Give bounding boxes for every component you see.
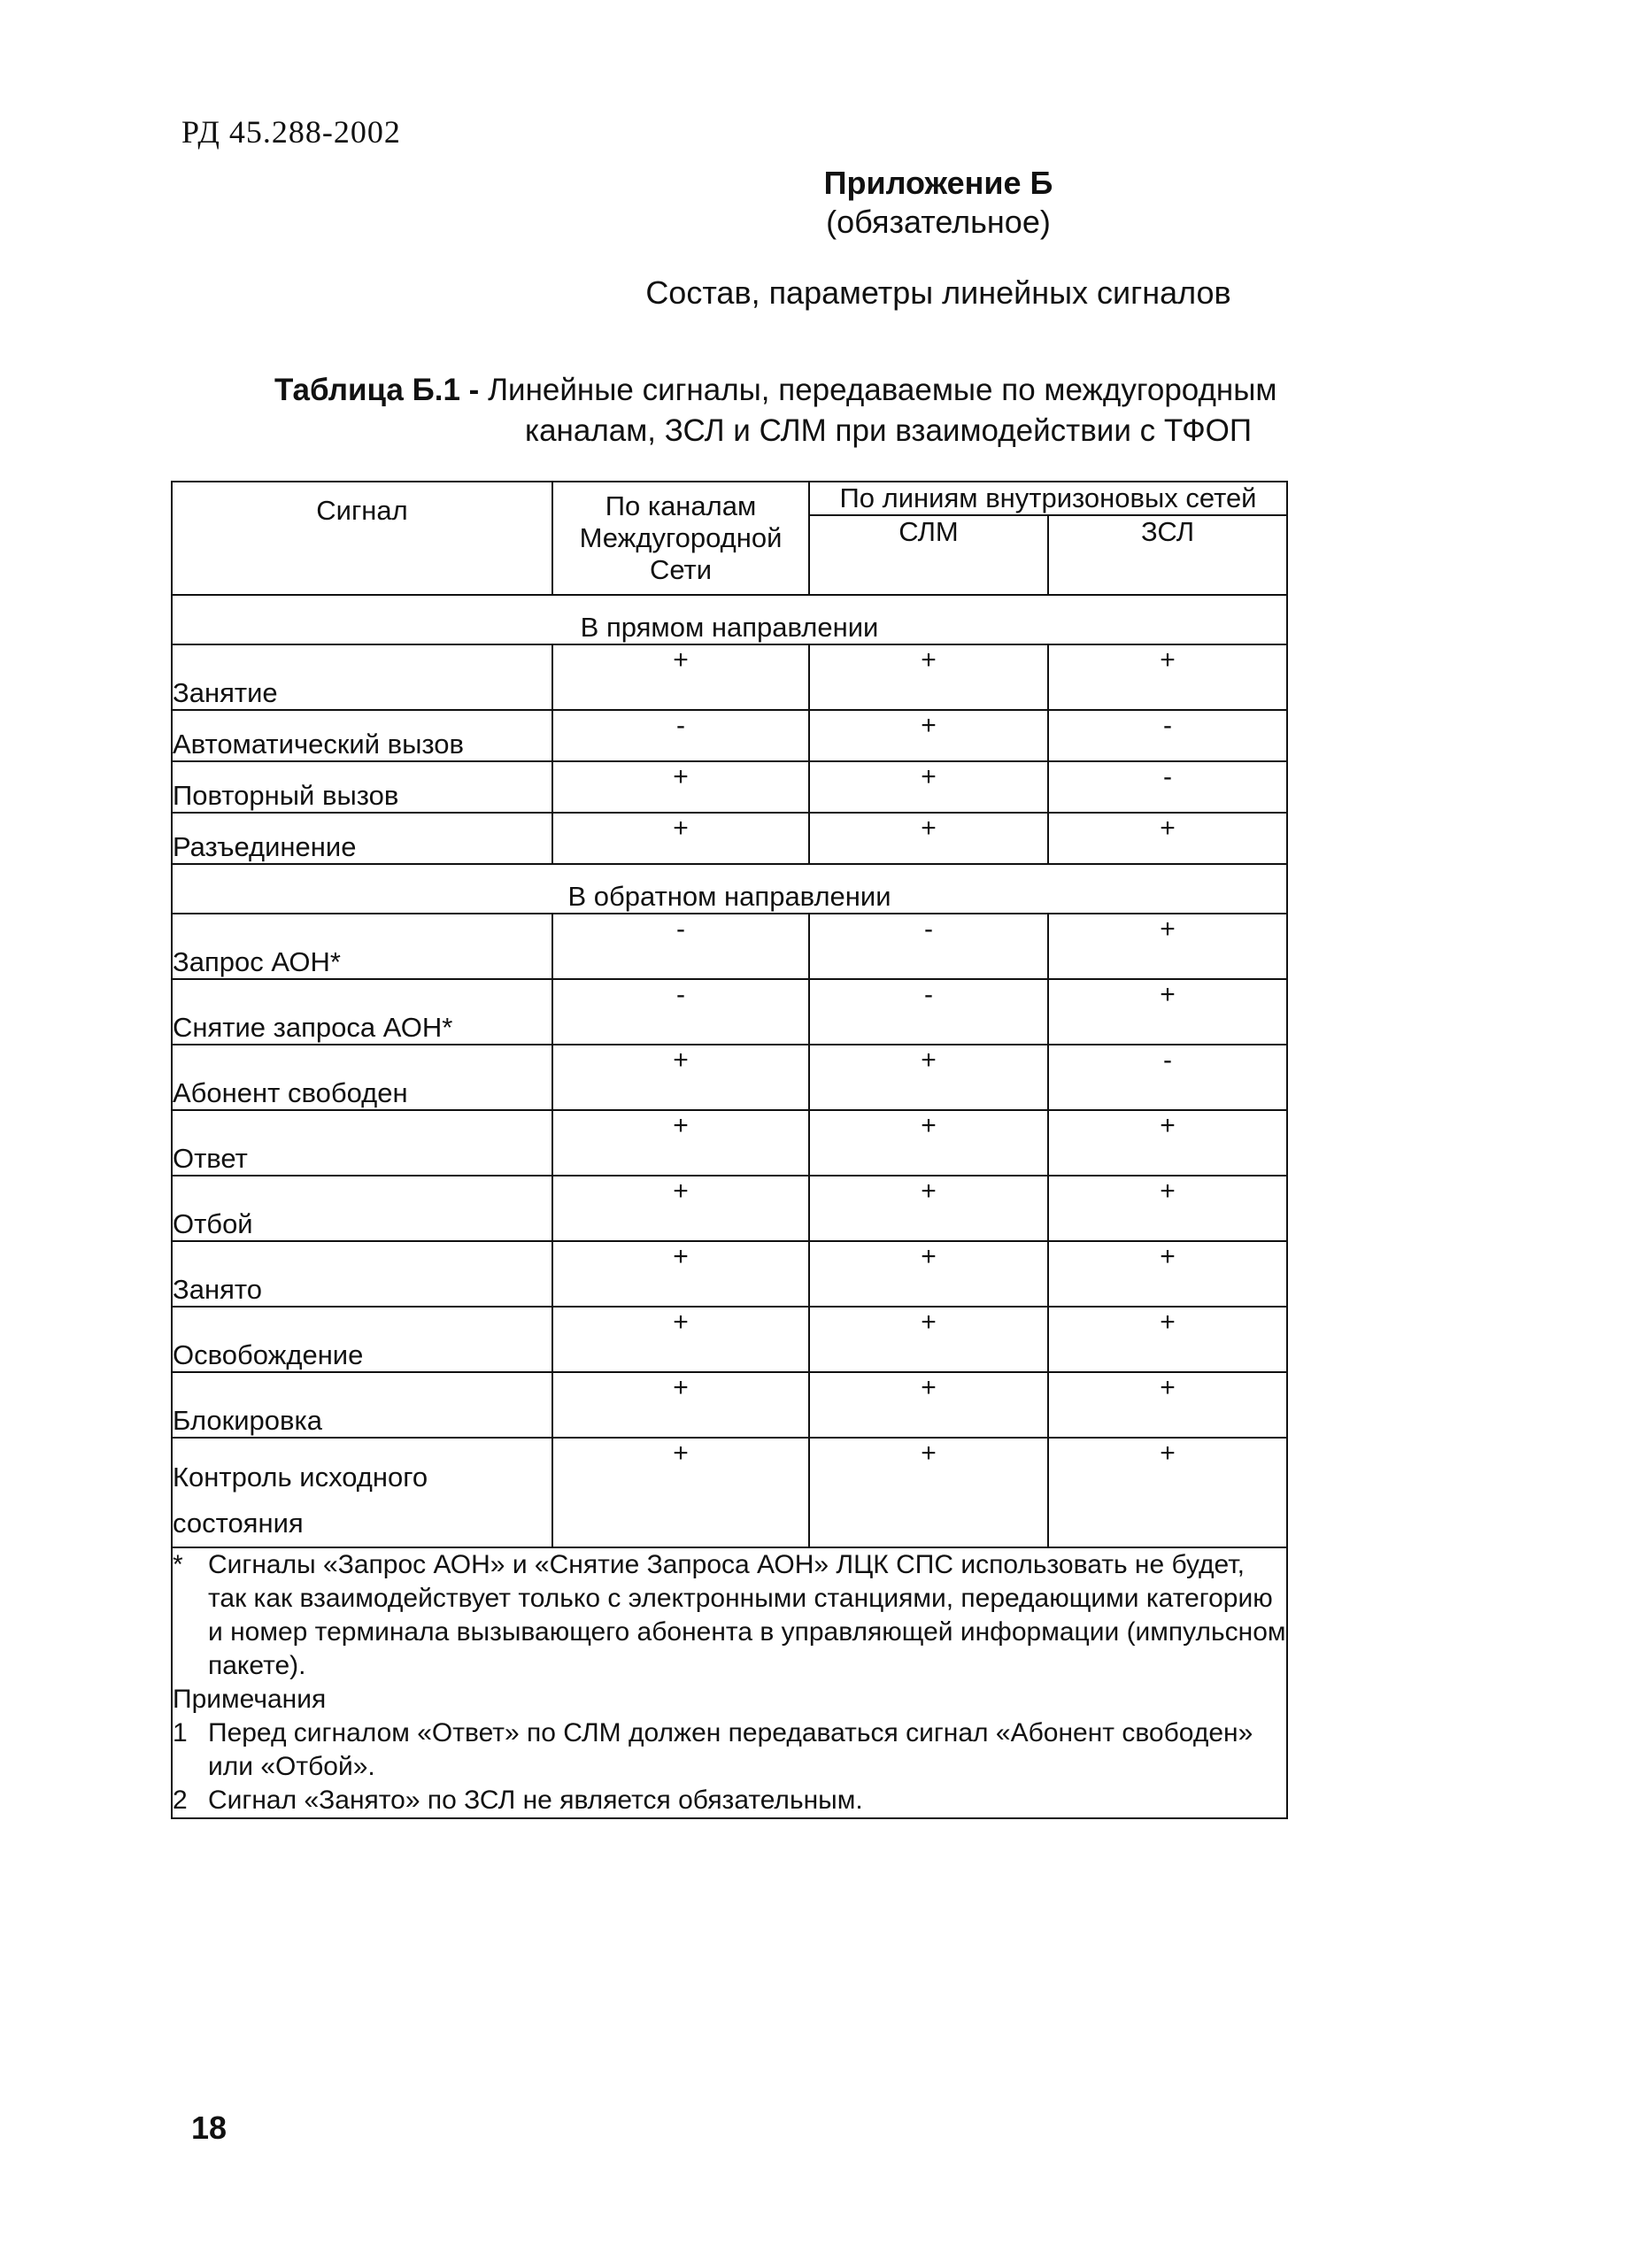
- slm-mark: +: [809, 1110, 1048, 1176]
- header-long-distance: По каналам Междугородной Сети: [552, 482, 809, 595]
- table-row: [172, 1438, 1287, 1547]
- table-row: [172, 710, 1287, 761]
- zsl-mark: +: [1048, 979, 1287, 1045]
- document-code: РД 45.288-2002: [181, 114, 401, 150]
- footnote-text: Сигналы «Запрос АОН» и «Снятие Запроса АОН» ЛЦК СПС использовать не будет, так как взаимодействует только с электронными станциями, передающими категорию и номер терминала вызывающего абонента в управляющей информации (импульсном пакете).: [208, 1550, 1286, 1680]
- signals-table: [171, 481, 1288, 1819]
- zsl-mark: -: [1048, 761, 1287, 813]
- signals-table-body: [172, 482, 1287, 1818]
- long-distance-mark: +: [552, 1110, 809, 1176]
- signal-name: Контроль исходного состояния: [172, 1438, 552, 1547]
- slm-mark: +: [809, 644, 1048, 710]
- long-distance-mark: +: [552, 1241, 809, 1307]
- table-row: [172, 1307, 1287, 1372]
- long-distance-mark: +: [552, 644, 809, 710]
- zsl-mark: +: [1048, 644, 1287, 710]
- slm-mark: +: [809, 1372, 1048, 1438]
- table-row: [172, 813, 1287, 864]
- table-row: [172, 1241, 1287, 1307]
- signal-name: Освобождение: [172, 1307, 552, 1372]
- zsl-mark: +: [1048, 1110, 1287, 1176]
- zsl-mark: +: [1048, 1372, 1287, 1438]
- header-row-1: [172, 482, 1287, 515]
- header-slm: СЛМ: [809, 515, 1048, 595]
- slm-mark: +: [809, 1307, 1048, 1372]
- signal-name: Занято: [172, 1241, 552, 1307]
- table-row: [172, 644, 1287, 710]
- note-number: 1: [173, 1718, 188, 1747]
- slm-mark: +: [809, 1176, 1048, 1241]
- notes-cell: [172, 1547, 1287, 1818]
- table-row: [172, 1045, 1287, 1110]
- zsl-mark: +: [1048, 813, 1287, 864]
- long-distance-mark: +: [552, 761, 809, 813]
- table-row: [172, 1372, 1287, 1438]
- signal-name: Разъединение: [172, 813, 552, 864]
- forward-direction-label: В прямом направлении: [172, 595, 1287, 644]
- slm-mark: +: [809, 1241, 1048, 1307]
- signal-name: Занятие: [172, 644, 552, 710]
- notes-row: [172, 1547, 1287, 1818]
- signal-name: Отбой: [172, 1176, 552, 1241]
- backward-direction-row: [172, 864, 1287, 914]
- slm-mark: +: [809, 1045, 1048, 1110]
- appendix-title: Приложение Б: [823, 165, 1053, 201]
- signal-name: Запрос АОН*: [172, 914, 552, 979]
- page-number: 18: [191, 2110, 228, 2146]
- zsl-mark: +: [1048, 1241, 1287, 1307]
- slm-mark: -: [809, 914, 1048, 979]
- zsl-mark: +: [1048, 1307, 1287, 1372]
- table-caption-line2: каналам, ЗСЛ и СЛМ при взаимодействии с ТФОП: [525, 413, 1253, 448]
- section-title: Состав, параметры линейных сигналов: [645, 274, 1231, 311]
- zsl-mark: +: [1048, 1176, 1287, 1241]
- forward-direction-row: [172, 595, 1287, 644]
- footnote-mark: *: [173, 1550, 183, 1579]
- slm-mark: +: [809, 761, 1048, 813]
- notes-title: Примечания: [173, 1685, 327, 1714]
- table-row: [172, 1110, 1287, 1176]
- table-row: [172, 979, 1287, 1045]
- zsl-mark: -: [1048, 710, 1287, 761]
- note-text: Сигнал «Занято» по ЗСЛ не является обязательным.: [208, 1786, 863, 1815]
- appendix-subtitle: (обязательное): [826, 204, 1051, 240]
- note-number: 2: [173, 1786, 188, 1815]
- long-distance-mark: +: [552, 813, 809, 864]
- slm-mark: +: [809, 710, 1048, 761]
- table-caption-label: Таблица Б.1 -: [274, 373, 480, 407]
- long-distance-mark: -: [552, 979, 809, 1045]
- signal-name: Снятие запроса АОН*: [172, 979, 552, 1045]
- long-distance-mark: +: [552, 1176, 809, 1241]
- signal-name: Автоматический вызов: [172, 710, 552, 761]
- note-item: [173, 1784, 1286, 1817]
- signal-name: Абонент свободен: [172, 1045, 552, 1110]
- header-intrazone: По линиям внутризоновых сетей: [809, 482, 1287, 515]
- signal-name: Ответ: [172, 1110, 552, 1176]
- signal-name: Повторный вызов: [172, 761, 552, 813]
- long-distance-mark: -: [552, 914, 809, 979]
- appendix-heading: [496, 164, 1381, 242]
- slm-mark: +: [809, 1438, 1048, 1547]
- backward-direction-label: В обратном направлении: [172, 864, 1287, 914]
- header-signal: Сигнал: [172, 482, 552, 595]
- zsl-mark: +: [1048, 914, 1287, 979]
- slm-mark: +: [809, 813, 1048, 864]
- table-caption-line1: Линейные сигналы, передаваемые по междугородным: [488, 373, 1277, 407]
- slm-mark: -: [809, 979, 1048, 1045]
- signal-name: Блокировка: [172, 1372, 552, 1438]
- long-distance-mark: +: [552, 1307, 809, 1372]
- long-distance-mark: +: [552, 1372, 809, 1438]
- long-distance-mark: +: [552, 1438, 809, 1547]
- table-row: [172, 914, 1287, 979]
- long-distance-mark: +: [552, 1045, 809, 1110]
- footnote: [173, 1548, 1286, 1683]
- long-distance-mark: -: [552, 710, 809, 761]
- table-row: [172, 1176, 1287, 1241]
- note-item: [173, 1716, 1286, 1784]
- table-row: [172, 761, 1287, 813]
- zsl-mark: -: [1048, 1045, 1287, 1110]
- zsl-mark: +: [1048, 1438, 1287, 1547]
- header-zsl: ЗСЛ: [1048, 515, 1287, 595]
- note-text: Перед сигналом «Ответ» по СЛМ должен передаваться сигнал «Абонент свободен» или «Отбой».: [208, 1718, 1253, 1781]
- table-caption: [274, 370, 1425, 451]
